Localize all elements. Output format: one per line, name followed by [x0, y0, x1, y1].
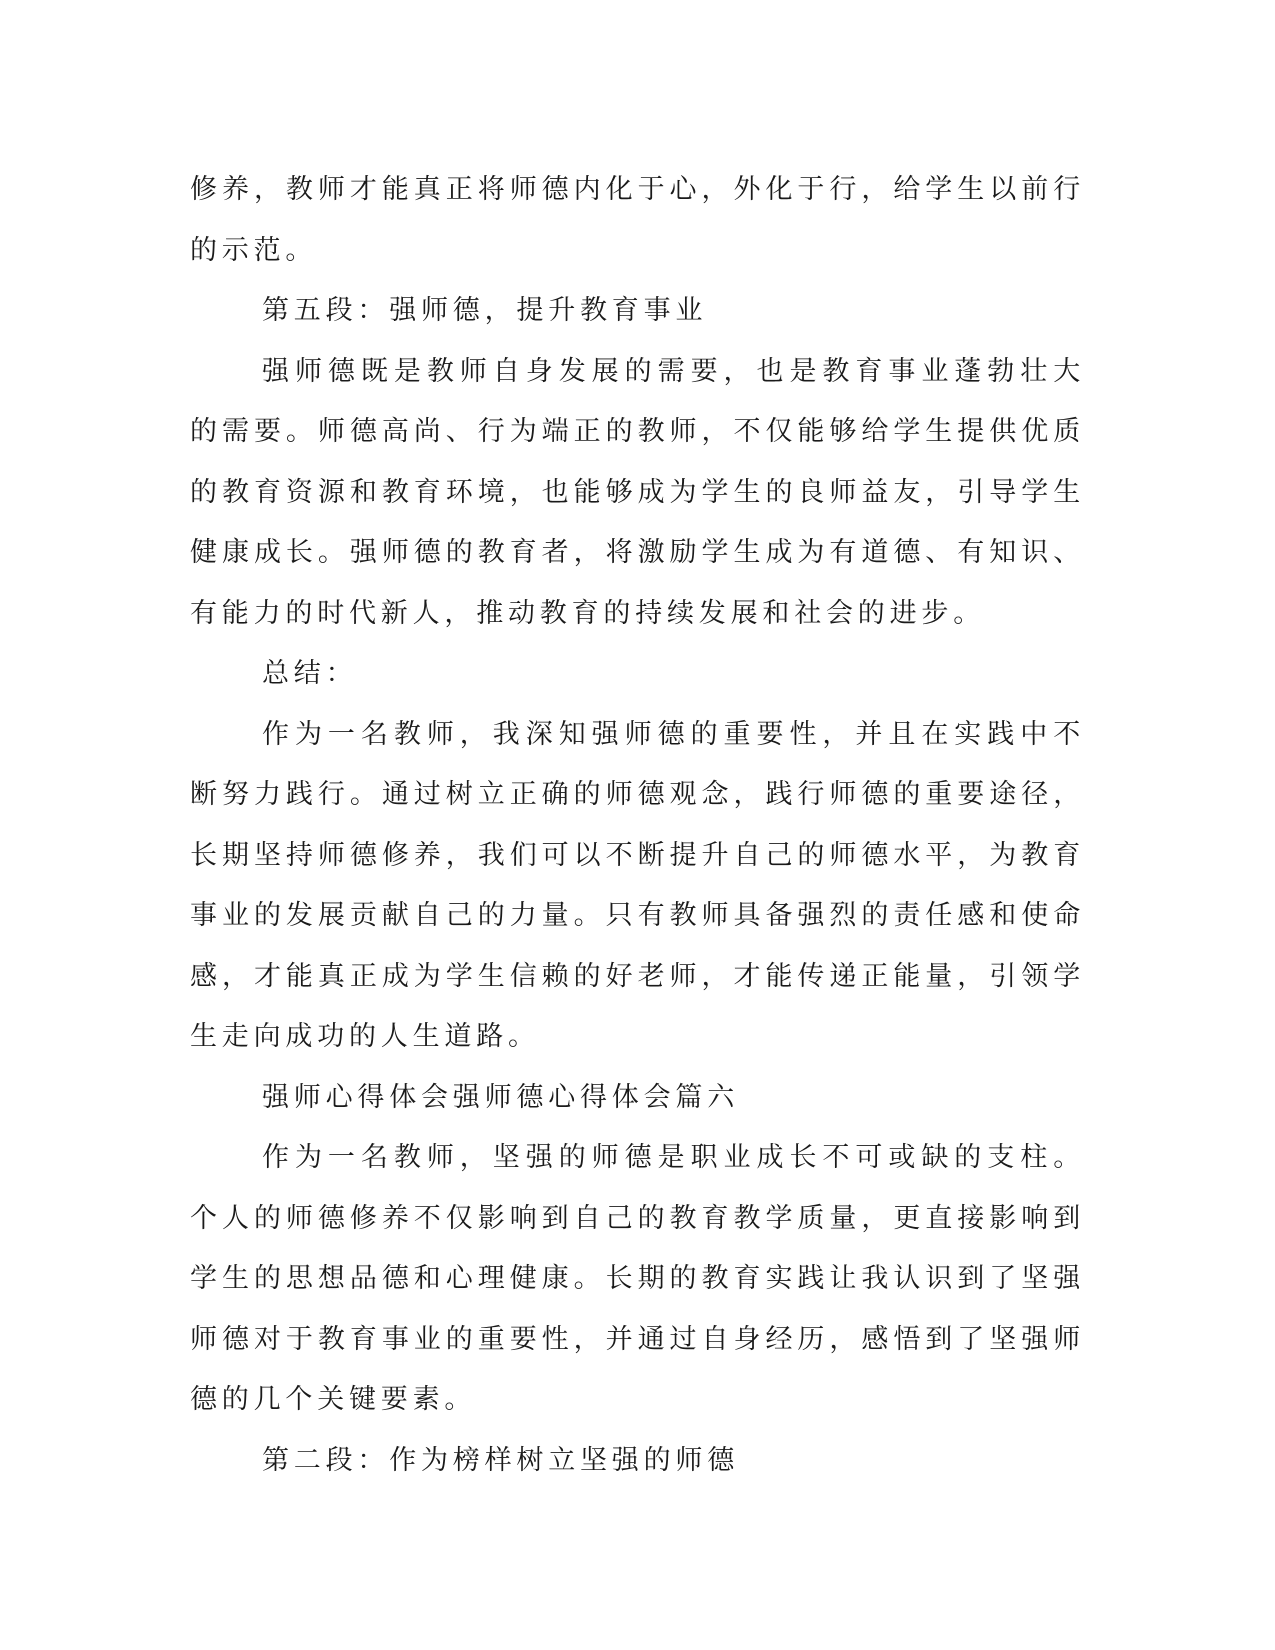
paragraph-continuation: 修养，教师才能真正将师德内化于心，外化于行，给学生以前行的示范。 [190, 174, 1085, 266]
section-heading-2: 第二段：作为榜样树立坚强的师德 [262, 1444, 739, 1476]
paragraph: 强师德既是教师自身发展的需要，也是教育事业蓬勃壮大的需要。师德高尚、行为端正的教师，不仅能够给学生提供优质的教育资源和教育环境，也能够成为学生的良师益友，引导学生健康成长。强师德的教育者，将激励学生成为有道德、有知识、有能力的时代新人，推动教育的持续发展和社会的进步。 [190, 355, 1085, 629]
document-body [190, 160, 1085, 1491]
section-heading-5: 第五段：强师德，提升教育事业 [262, 295, 708, 326]
paragraph: 作为一名教师，我深知强师德的重要性，并且在实践中不断努力践行。通过树立正确的师德观念，践行师德的重要途径，长期坚持师德修养，我们可以不断提升自己的师德水平，为教育事业的发展贡献自己的力量。只有教师具备强烈的责任感和使命感，才能真正成为学生信赖的好老师，才能传递正能量，引领学生走向成功的人生道路。 [190, 718, 1085, 1052]
article-title: 强师心得体会强师德心得体会篇六 [262, 1081, 739, 1113]
summary-heading: 总结： [262, 658, 358, 689]
paragraph: 作为一名教师，坚强的师德是职业成长不可或缺的支柱。个人的师德修养不仅影响到自己的教育教学质量，更直接影响到学生的思想品德和心理健康。长期的教育实践让我认识到了坚强师德对于教育事业的重要性，并通过自身经历，感悟到了坚强师德的几个关键要素。 [190, 1142, 1085, 1415]
